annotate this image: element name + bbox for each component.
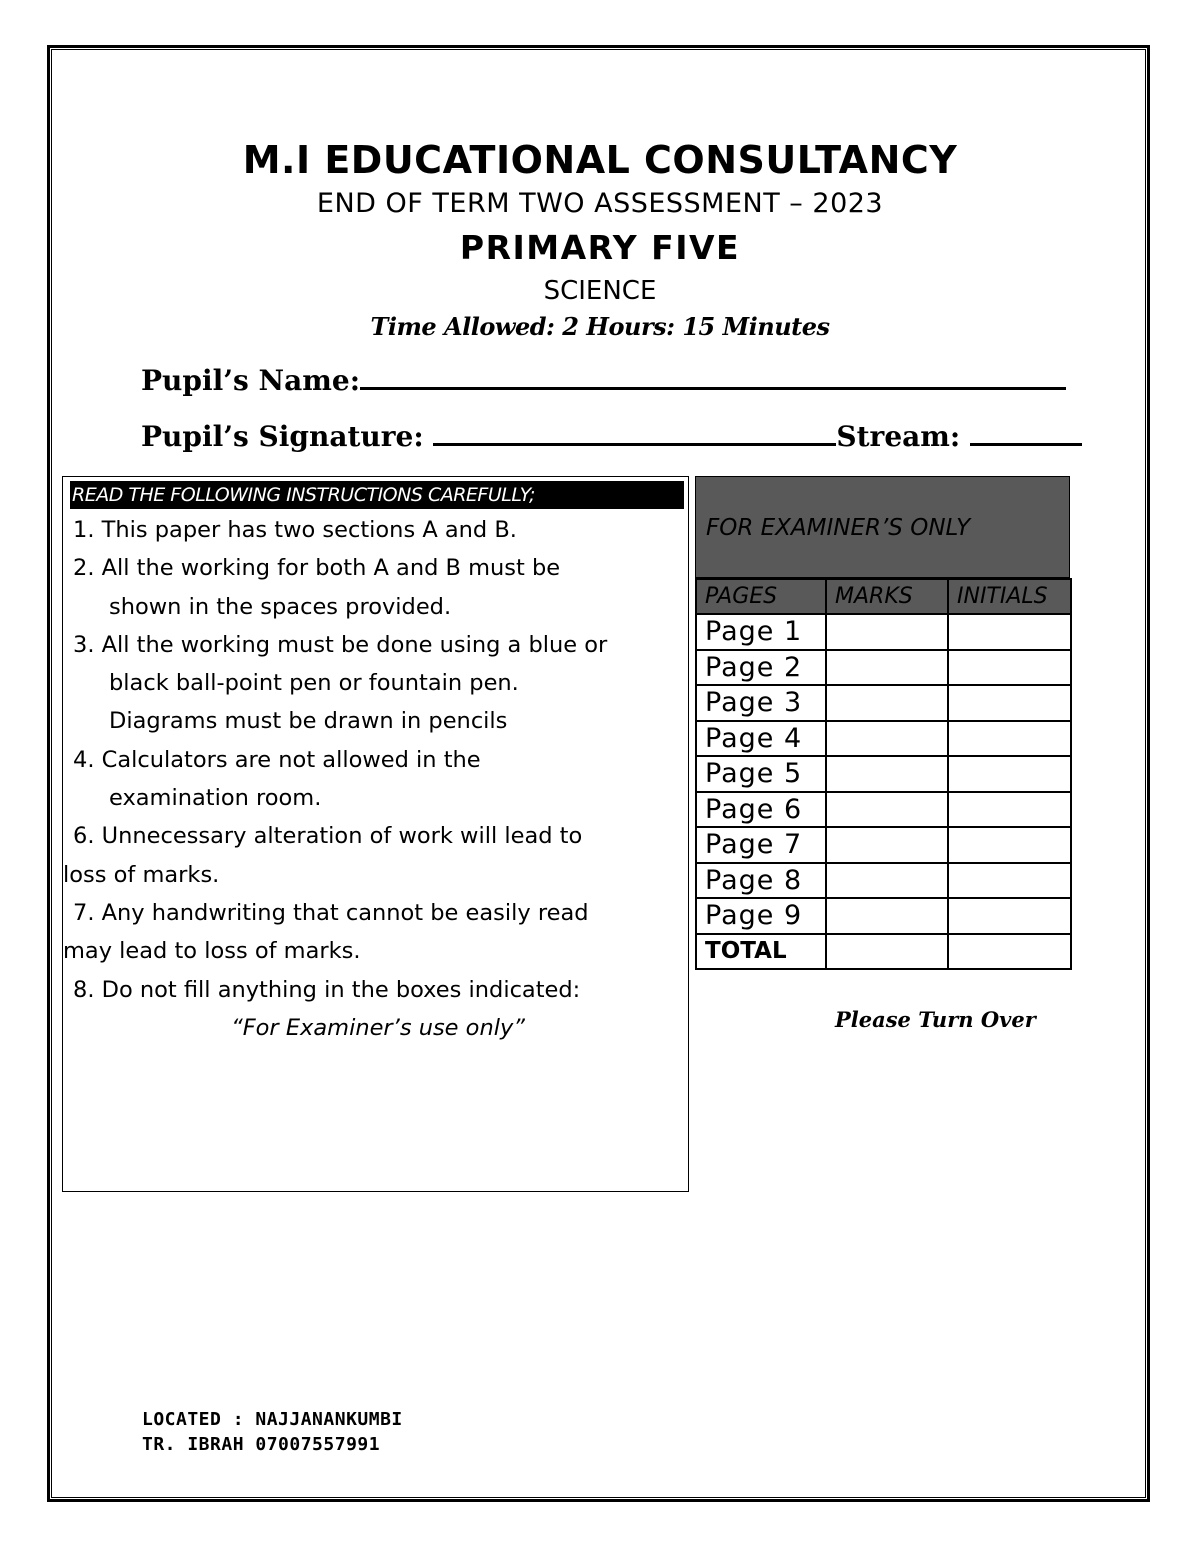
class-level: PRIMARY FIVE [459,228,741,267]
table-row [696,614,1071,650]
page-label: Page 1 [696,614,826,650]
pupil-name-line[interactable] [360,365,1066,390]
stream-label: Stream: [836,420,961,453]
marks-cell[interactable] [826,792,948,828]
footer-contact: TR. IBRAH 07007557991 [142,1434,381,1455]
instruction-line: 2. All the working for both A and B must be [73,555,561,582]
initials-cell[interactable] [948,756,1071,792]
marks-cell[interactable] [826,650,948,686]
marks-cell[interactable] [826,614,948,650]
pupil-name-field [141,364,1066,397]
page-label: Page 4 [696,721,826,757]
instruction-line: loss of marks. [63,861,220,888]
table-row [696,827,1071,863]
table-row [696,756,1071,792]
marks-table [695,578,1072,970]
table-row [696,721,1071,757]
table-row [696,863,1071,899]
page-label: Page 8 [696,863,826,899]
instruction-line: “For Examiner’s use only” [231,1014,525,1041]
marks-table-header [696,579,1071,614]
instruction-line: Diagrams must be drawn in pencils [109,708,508,735]
instruction-line: 3. All the working must be done using a blue or [73,631,608,658]
organization-title: M.I EDUCATIONAL CONSULTANCY [242,138,958,182]
total-marks-cell[interactable] [826,934,948,970]
table-row [696,792,1071,828]
instruction-line: shown in the spaces provided. [109,593,452,620]
total-label: TOTAL [696,934,826,970]
page-label: Page 3 [696,685,826,721]
pupil-name-label: Pupil’s Name: [141,364,361,397]
initials-cell[interactable] [948,614,1071,650]
initials-cell[interactable] [948,721,1071,757]
marks-cell[interactable] [826,721,948,757]
marks-cell[interactable] [826,898,948,934]
examiner-title: FOR EXAMINER’S ONLY [695,476,1070,578]
initials-cell[interactable] [948,650,1071,686]
instruction-line: examination room. [109,785,322,812]
pupil-signature-line[interactable] [433,421,836,446]
page-label: Page 7 [696,827,826,863]
column-marks: MARKS [826,579,948,614]
instruction-line: 4. Calculators are not allowed in the [73,746,481,773]
stream-line[interactable] [970,421,1082,446]
time-allowed: Time Allowed: 2 Hours: 15 Minutes [370,312,830,341]
table-row [696,898,1071,934]
initials-cell[interactable] [948,863,1071,899]
instruction-line: 8. Do not fill anything in the boxes indicated: [73,976,581,1003]
instructions-list [63,511,683,1047]
table-row [696,685,1071,721]
instruction-line: may lead to loss of marks. [63,938,361,965]
marks-cell[interactable] [826,685,948,721]
instruction-line: 6. Unnecessary alteration of work will lead to [73,823,583,850]
instruction-line: black ball-point pen or fountain pen. [109,670,519,697]
initials-cell[interactable] [948,685,1071,721]
footer-location: LOCATED : NAJJANANKUMBI [142,1409,403,1430]
instruction-line: 1. This paper has two sections A and B. [73,517,517,543]
page-label: Page 6 [696,792,826,828]
marks-cell[interactable] [826,827,948,863]
marks-cell[interactable] [826,863,948,899]
please-turn-over: Please Turn Over [835,1007,1036,1032]
assessment-title: END OF TERM TWO ASSESSMENT – 2023 [316,188,884,219]
instructions-heading: READ THE FOLLOWING INSTRUCTIONS CAREFULLY; [70,481,684,509]
initials-cell[interactable] [948,792,1071,828]
page-label: Page 9 [696,898,826,934]
column-initials: INITIALS [948,579,1071,614]
marks-cell[interactable] [826,756,948,792]
table-row [696,650,1071,686]
instructions-box [62,476,689,1192]
page-label: Page 5 [696,756,826,792]
initials-cell[interactable] [948,827,1071,863]
subject-title: SCIENCE [543,276,657,306]
pupil-signature-field [141,420,1082,453]
column-pages: PAGES [696,579,826,614]
page-label: Page 2 [696,650,826,686]
instruction-line: 7. Any handwriting that cannot be easily read [73,899,589,926]
initials-cell[interactable] [948,898,1071,934]
examiner-box [695,476,1070,970]
total-row [696,934,1071,970]
pupil-signature-label: Pupil’s Signature: [141,420,424,453]
total-initials-cell[interactable] [948,934,1071,970]
